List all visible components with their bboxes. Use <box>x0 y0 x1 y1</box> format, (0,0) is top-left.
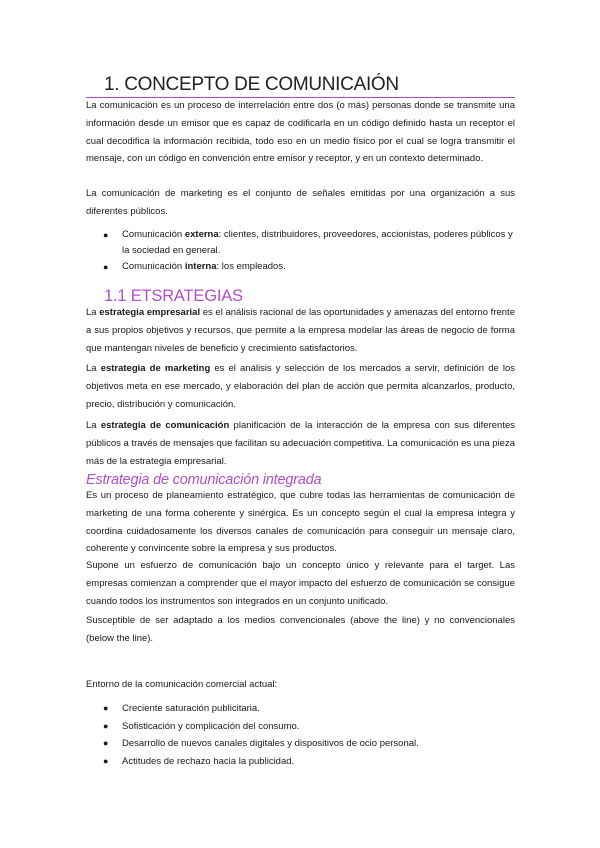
list-item <box>86 753 515 771</box>
list-item-bold: externa <box>184 229 219 240</box>
environment-list <box>86 700 515 770</box>
list-item-text: Actitudes de rechazo hacia la publicidad. <box>122 755 295 767</box>
heading-estrategias: 1.1 ETSRATEGIAS <box>104 287 243 305</box>
para-bold: estrategia empresarial <box>99 307 201 318</box>
intro-paragraph-1: La comunicación es un proceso de interrelación entre dos (o más) personas donde se transmite una información desde un emisor que es capaz de codificarla en un código definido hasta un receptor el cual decodifica la información recibida, todo eso en un medio físico por el cual se logra transmitir el mensaje, con un código en convención entre emisor y receptor, y en un contexto determinado. <box>86 100 515 165</box>
para-bold: estrategia de comunicación <box>100 420 230 431</box>
bullet-dot: ● <box>103 720 109 731</box>
heading-concepto-comunicacion <box>104 74 514 96</box>
list-item-lead: Comunicación <box>122 261 185 272</box>
para-lead: La <box>86 307 100 318</box>
environment-intro: Entorno de la comunicación comercial actual: <box>86 679 278 690</box>
para-text: es el análisis racional de las oportunidades y amenazas del entorno frente a sus propios objetivos y recursos, que permite a la empresa modelar las áreas de negocio de forma que mantengan niveles de beneficio y crecimiento satisfactorios. <box>86 307 515 354</box>
integrated-paragraph-1: Es un proceso de planeamiento estratégico, que cubre todas las herramientas de comunicación de marketing de una forma coherente y sinérgica. Es un concepto según el cual la empresa integra y coordina cuidadosamente los diversos canales de comunicación para conseguir un mensaje claro, coherente y convincente sobre la empresa y sus productos. <box>86 490 515 555</box>
intro-paragraph-2: La comunicación de marketing es el conjunto de señales emitidas por una organización a sus diferentes públicos. <box>86 188 515 217</box>
integrated-paragraph-2: Supone un esfuerzo de comunicación bajo un concepto único y relevante para el target. Las empresas comienzan a comprender que el mayor impacto del esfuerzo de comunicación se consigue cuando todos los instrumentos son integrados en un conjunto unificado. <box>86 560 515 607</box>
list-item-text: Desarrollo de nuevos canales digitales y dispositivos de ocio personal. <box>122 738 419 749</box>
list-item <box>86 700 515 718</box>
list-item-text: Sofisticación y complicación del consumo. <box>122 720 300 732</box>
bullet-dot: ● <box>103 230 109 240</box>
strategy-business-paragraph <box>86 304 515 357</box>
bullet-dot: ● <box>103 703 109 713</box>
para-text: es el análisis y selección de los mercados a servir, definición de los objetivos meta en ese mercado, y elaboración del plan de acción que permita alcanzarlos, producto, precio, distribución y comunicación. <box>86 363 516 410</box>
list-item <box>86 227 515 259</box>
list-item <box>86 259 515 275</box>
list-item-text: : los empleados. <box>216 261 286 272</box>
list-item <box>86 718 515 736</box>
list-item-lead: Comunicación <box>122 229 185 240</box>
para-bold: estrategia de marketing <box>100 363 211 374</box>
strategy-marketing-paragraph <box>86 360 515 413</box>
integrated-paragraph-3: Susceptible de ser adaptado a los medios convencionales (above the line) y no convencionales (below the line). <box>86 615 515 644</box>
bullet-dot: ● <box>103 738 109 748</box>
list-item-text: Creciente saturación publicitaria. <box>122 703 260 714</box>
heading-number: 1. <box>104 74 120 95</box>
list-item <box>86 735 515 753</box>
bullet-dot: ● <box>103 262 109 272</box>
heading-title: CONCEPTO DE COMUNICAIÓN <box>124 74 399 95</box>
list-item-bold: interna <box>184 261 217 272</box>
para-text: planificación de la interacción de la empresa con sus diferentes públicos a través de mensajes que facilitan su adecuación competitiva. La comunicación es una pieza más de la estrategia empresarial. <box>86 420 515 467</box>
strategy-communication-paragraph <box>86 417 515 470</box>
para-lead: La <box>86 420 101 431</box>
communication-types-list <box>86 227 515 275</box>
bullet-dot: ● <box>103 755 109 766</box>
para-lead: La <box>86 363 101 374</box>
heading-integrated-strategy: Estrategia de comunicación integrada <box>86 472 322 488</box>
list-item-text: : clientes, distribuidores, proveedores, accionistas, poderes públicos y la sociedad en general. <box>122 229 513 256</box>
